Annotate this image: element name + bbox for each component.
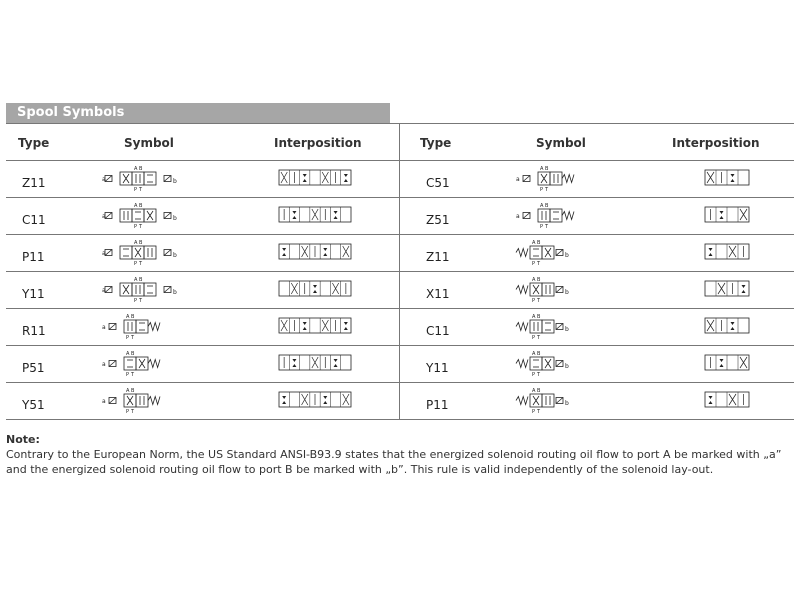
solenoid-b-label: b bbox=[565, 252, 569, 259]
spool-symbol bbox=[100, 309, 200, 345]
spool-row bbox=[6, 346, 399, 383]
spring-icon bbox=[516, 397, 528, 405]
spool-table-right bbox=[400, 124, 794, 420]
port-p-label: P bbox=[134, 187, 138, 193]
solenoid-b-label: b bbox=[565, 289, 569, 296]
spool-type: C11 bbox=[426, 324, 450, 338]
port-t-label: T bbox=[139, 224, 143, 230]
section-title: Spool Symbols bbox=[17, 105, 125, 120]
port-a-label: A bbox=[134, 240, 138, 246]
valve-box bbox=[144, 172, 156, 185]
port-t-label: T bbox=[139, 261, 143, 267]
note-title: Note: bbox=[6, 433, 40, 446]
port-b-label: B bbox=[139, 240, 143, 246]
port-p-label: P bbox=[134, 298, 138, 304]
port-p-label: P bbox=[532, 372, 536, 378]
port-t-label: T bbox=[131, 372, 135, 378]
spool-symbol bbox=[514, 383, 614, 419]
interposition-symbol bbox=[278, 161, 352, 197]
note-line-1: Contrary to the European Norm, the US Standard ANSI-B93.9 states that the energized solenoid routing oil flow to port A be marked with „a” bbox=[6, 448, 782, 461]
spool-type: Y51 bbox=[22, 398, 45, 412]
spool-row bbox=[400, 309, 794, 346]
spool-symbol bbox=[514, 235, 614, 271]
port-b-label: B bbox=[537, 351, 541, 357]
port-t-label: T bbox=[537, 298, 541, 304]
spring-icon bbox=[516, 249, 528, 257]
port-a-label: A bbox=[532, 240, 536, 246]
port-a-label: A bbox=[532, 314, 536, 320]
spring-icon bbox=[562, 212, 574, 220]
spool-type: C51 bbox=[426, 176, 450, 190]
solenoid-a-label: a bbox=[102, 287, 106, 294]
port-t-label: T bbox=[139, 298, 143, 304]
port-p-label: P bbox=[126, 335, 130, 341]
spool-row bbox=[400, 272, 794, 309]
spool-symbol bbox=[100, 198, 200, 234]
spool-type: P51 bbox=[22, 361, 45, 375]
spring-icon bbox=[516, 323, 528, 331]
port-t-label: T bbox=[545, 187, 549, 193]
solenoid-a-label: a bbox=[102, 176, 106, 183]
port-t-label: T bbox=[537, 335, 541, 341]
port-p-label: P bbox=[126, 409, 130, 415]
valve-box bbox=[530, 246, 542, 259]
port-p-label: P bbox=[540, 187, 544, 193]
interposition-symbol bbox=[704, 235, 750, 271]
port-a-label: A bbox=[126, 388, 130, 394]
valve-box bbox=[132, 209, 144, 222]
spool-symbol bbox=[514, 272, 614, 308]
spool-symbol bbox=[100, 235, 200, 271]
solenoid-b-label: b bbox=[173, 252, 177, 259]
port-p-label: P bbox=[532, 298, 536, 304]
column-header-symbol: Symbol bbox=[536, 136, 586, 150]
interposition-symbol bbox=[278, 272, 352, 308]
interposition-symbol bbox=[278, 309, 352, 345]
solenoid-a-label: a bbox=[516, 213, 520, 220]
note-line-2: and the energized solenoid routing oil flow to port B be marked with „b”. This rule is valid independently of the solenoid lay-out. bbox=[6, 463, 714, 476]
spring-icon bbox=[148, 360, 160, 368]
spool-symbol bbox=[100, 383, 200, 419]
port-b-label: B bbox=[537, 388, 541, 394]
interposition-symbol bbox=[278, 346, 352, 382]
interposition-symbol bbox=[278, 383, 352, 419]
spool-row bbox=[6, 383, 399, 420]
spool-row bbox=[6, 235, 399, 272]
spool-table-left bbox=[6, 124, 399, 420]
valve-box bbox=[550, 172, 562, 185]
interposition-symbol bbox=[278, 235, 352, 271]
solenoid-a-label: a bbox=[516, 176, 520, 183]
valve-box bbox=[144, 246, 156, 259]
port-p-label: P bbox=[134, 224, 138, 230]
spool-symbol bbox=[100, 161, 200, 197]
solenoid-b-label: b bbox=[565, 326, 569, 333]
interposition-frame bbox=[279, 281, 351, 296]
interposition-frame bbox=[279, 318, 351, 333]
port-a-label: A bbox=[532, 277, 536, 283]
valve-box bbox=[136, 320, 148, 333]
spool-type: X11 bbox=[426, 287, 450, 301]
port-t-label: T bbox=[537, 372, 541, 378]
solenoid-a-label: a bbox=[102, 324, 106, 331]
spool-type: P11 bbox=[426, 398, 449, 412]
section-header-bar bbox=[6, 103, 390, 123]
valve-box bbox=[124, 357, 136, 370]
interposition-symbol bbox=[704, 309, 750, 345]
valve-box bbox=[132, 283, 144, 296]
spring-icon bbox=[516, 360, 528, 368]
spool-row bbox=[6, 272, 399, 309]
valve-box bbox=[120, 209, 132, 222]
port-p-label: P bbox=[532, 409, 536, 415]
valve-box bbox=[538, 209, 550, 222]
spool-symbol bbox=[100, 272, 200, 308]
port-a-label: A bbox=[134, 203, 138, 209]
port-b-label: B bbox=[537, 314, 541, 320]
valve-box bbox=[530, 357, 542, 370]
interposition-symbol bbox=[704, 161, 750, 197]
spool-row bbox=[6, 309, 399, 346]
port-a-label: A bbox=[134, 166, 138, 172]
port-p-label: P bbox=[134, 261, 138, 267]
solenoid-a-label: a bbox=[102, 250, 106, 257]
valve-box bbox=[530, 320, 542, 333]
spool-type: Z11 bbox=[426, 250, 450, 264]
port-t-label: T bbox=[131, 409, 135, 415]
port-a-label: A bbox=[540, 166, 544, 172]
valve-box bbox=[542, 283, 554, 296]
valve-box bbox=[542, 394, 554, 407]
port-a-label: A bbox=[532, 388, 536, 394]
spool-row bbox=[400, 383, 794, 420]
port-b-label: B bbox=[131, 314, 135, 320]
spool-type: Y11 bbox=[22, 287, 45, 301]
port-t-label: T bbox=[545, 224, 549, 230]
port-t-label: T bbox=[537, 261, 541, 267]
spring-icon bbox=[148, 397, 160, 405]
port-b-label: B bbox=[545, 166, 549, 172]
valve-box bbox=[132, 172, 144, 185]
interposition-symbol bbox=[278, 198, 352, 234]
spool-symbol bbox=[514, 198, 614, 234]
port-b-label: B bbox=[139, 203, 143, 209]
interposition-symbol bbox=[704, 198, 750, 234]
solenoid-b-label: b bbox=[565, 363, 569, 370]
spool-symbol bbox=[100, 346, 200, 382]
port-b-label: B bbox=[139, 277, 143, 283]
port-b-label: B bbox=[545, 203, 549, 209]
port-t-label: T bbox=[139, 187, 143, 193]
port-p-label: P bbox=[126, 372, 130, 378]
spool-type: Y11 bbox=[426, 361, 449, 375]
port-p-label: P bbox=[532, 261, 536, 267]
table-header-left bbox=[6, 124, 399, 161]
port-b-label: B bbox=[131, 351, 135, 357]
valve-box bbox=[550, 209, 562, 222]
spring-icon bbox=[516, 286, 528, 294]
spool-symbol bbox=[514, 309, 614, 345]
valve-box bbox=[124, 320, 136, 333]
port-b-label: B bbox=[131, 388, 135, 394]
spool-type: Z51 bbox=[426, 213, 450, 227]
spool-row bbox=[6, 198, 399, 235]
spool-row bbox=[400, 346, 794, 383]
spool-type: P11 bbox=[22, 250, 45, 264]
spool-row bbox=[400, 235, 794, 272]
solenoid-a-label: a bbox=[102, 213, 106, 220]
interposition-symbol bbox=[704, 383, 750, 419]
column-header-symbol: Symbol bbox=[124, 136, 174, 150]
column-header-type: Type bbox=[18, 136, 50, 150]
spool-symbol bbox=[514, 346, 614, 382]
column-header-interposition: Interposition bbox=[672, 136, 760, 150]
valve-box bbox=[136, 394, 148, 407]
solenoid-b-label: b bbox=[173, 215, 177, 222]
solenoid-a-label: a bbox=[102, 361, 106, 368]
spring-icon bbox=[562, 175, 574, 183]
port-a-label: A bbox=[540, 203, 544, 209]
port-a-label: A bbox=[126, 351, 130, 357]
spring-icon bbox=[148, 323, 160, 331]
valve-box bbox=[144, 283, 156, 296]
port-b-label: B bbox=[537, 277, 541, 283]
spool-type: Z11 bbox=[22, 176, 46, 190]
port-p-label: P bbox=[532, 335, 536, 341]
spool-symbol bbox=[514, 161, 614, 197]
port-p-label: P bbox=[540, 224, 544, 230]
port-b-label: B bbox=[537, 240, 541, 246]
port-a-label: A bbox=[532, 351, 536, 357]
solenoid-b-label: b bbox=[565, 400, 569, 407]
spool-row bbox=[400, 198, 794, 235]
spool-row bbox=[6, 161, 399, 198]
port-a-label: A bbox=[126, 314, 130, 320]
valve-box bbox=[542, 320, 554, 333]
port-t-label: T bbox=[131, 335, 135, 341]
spool-type: R11 bbox=[22, 324, 46, 338]
column-header-interposition: Interposition bbox=[274, 136, 362, 150]
port-t-label: T bbox=[537, 409, 541, 415]
spool-type: C11 bbox=[22, 213, 46, 227]
table-header-right bbox=[400, 124, 794, 161]
solenoid-b-label: b bbox=[173, 178, 177, 185]
interposition-frame bbox=[279, 170, 351, 185]
port-b-label: B bbox=[139, 166, 143, 172]
interposition-symbol bbox=[704, 272, 750, 308]
port-a-label: A bbox=[134, 277, 138, 283]
column-header-type: Type bbox=[420, 136, 452, 150]
solenoid-b-label: b bbox=[173, 289, 177, 296]
valve-box bbox=[120, 246, 132, 259]
note-block bbox=[6, 432, 786, 477]
solenoid-a-label: a bbox=[102, 398, 106, 405]
spool-row bbox=[400, 161, 794, 198]
interposition-symbol bbox=[704, 346, 750, 382]
